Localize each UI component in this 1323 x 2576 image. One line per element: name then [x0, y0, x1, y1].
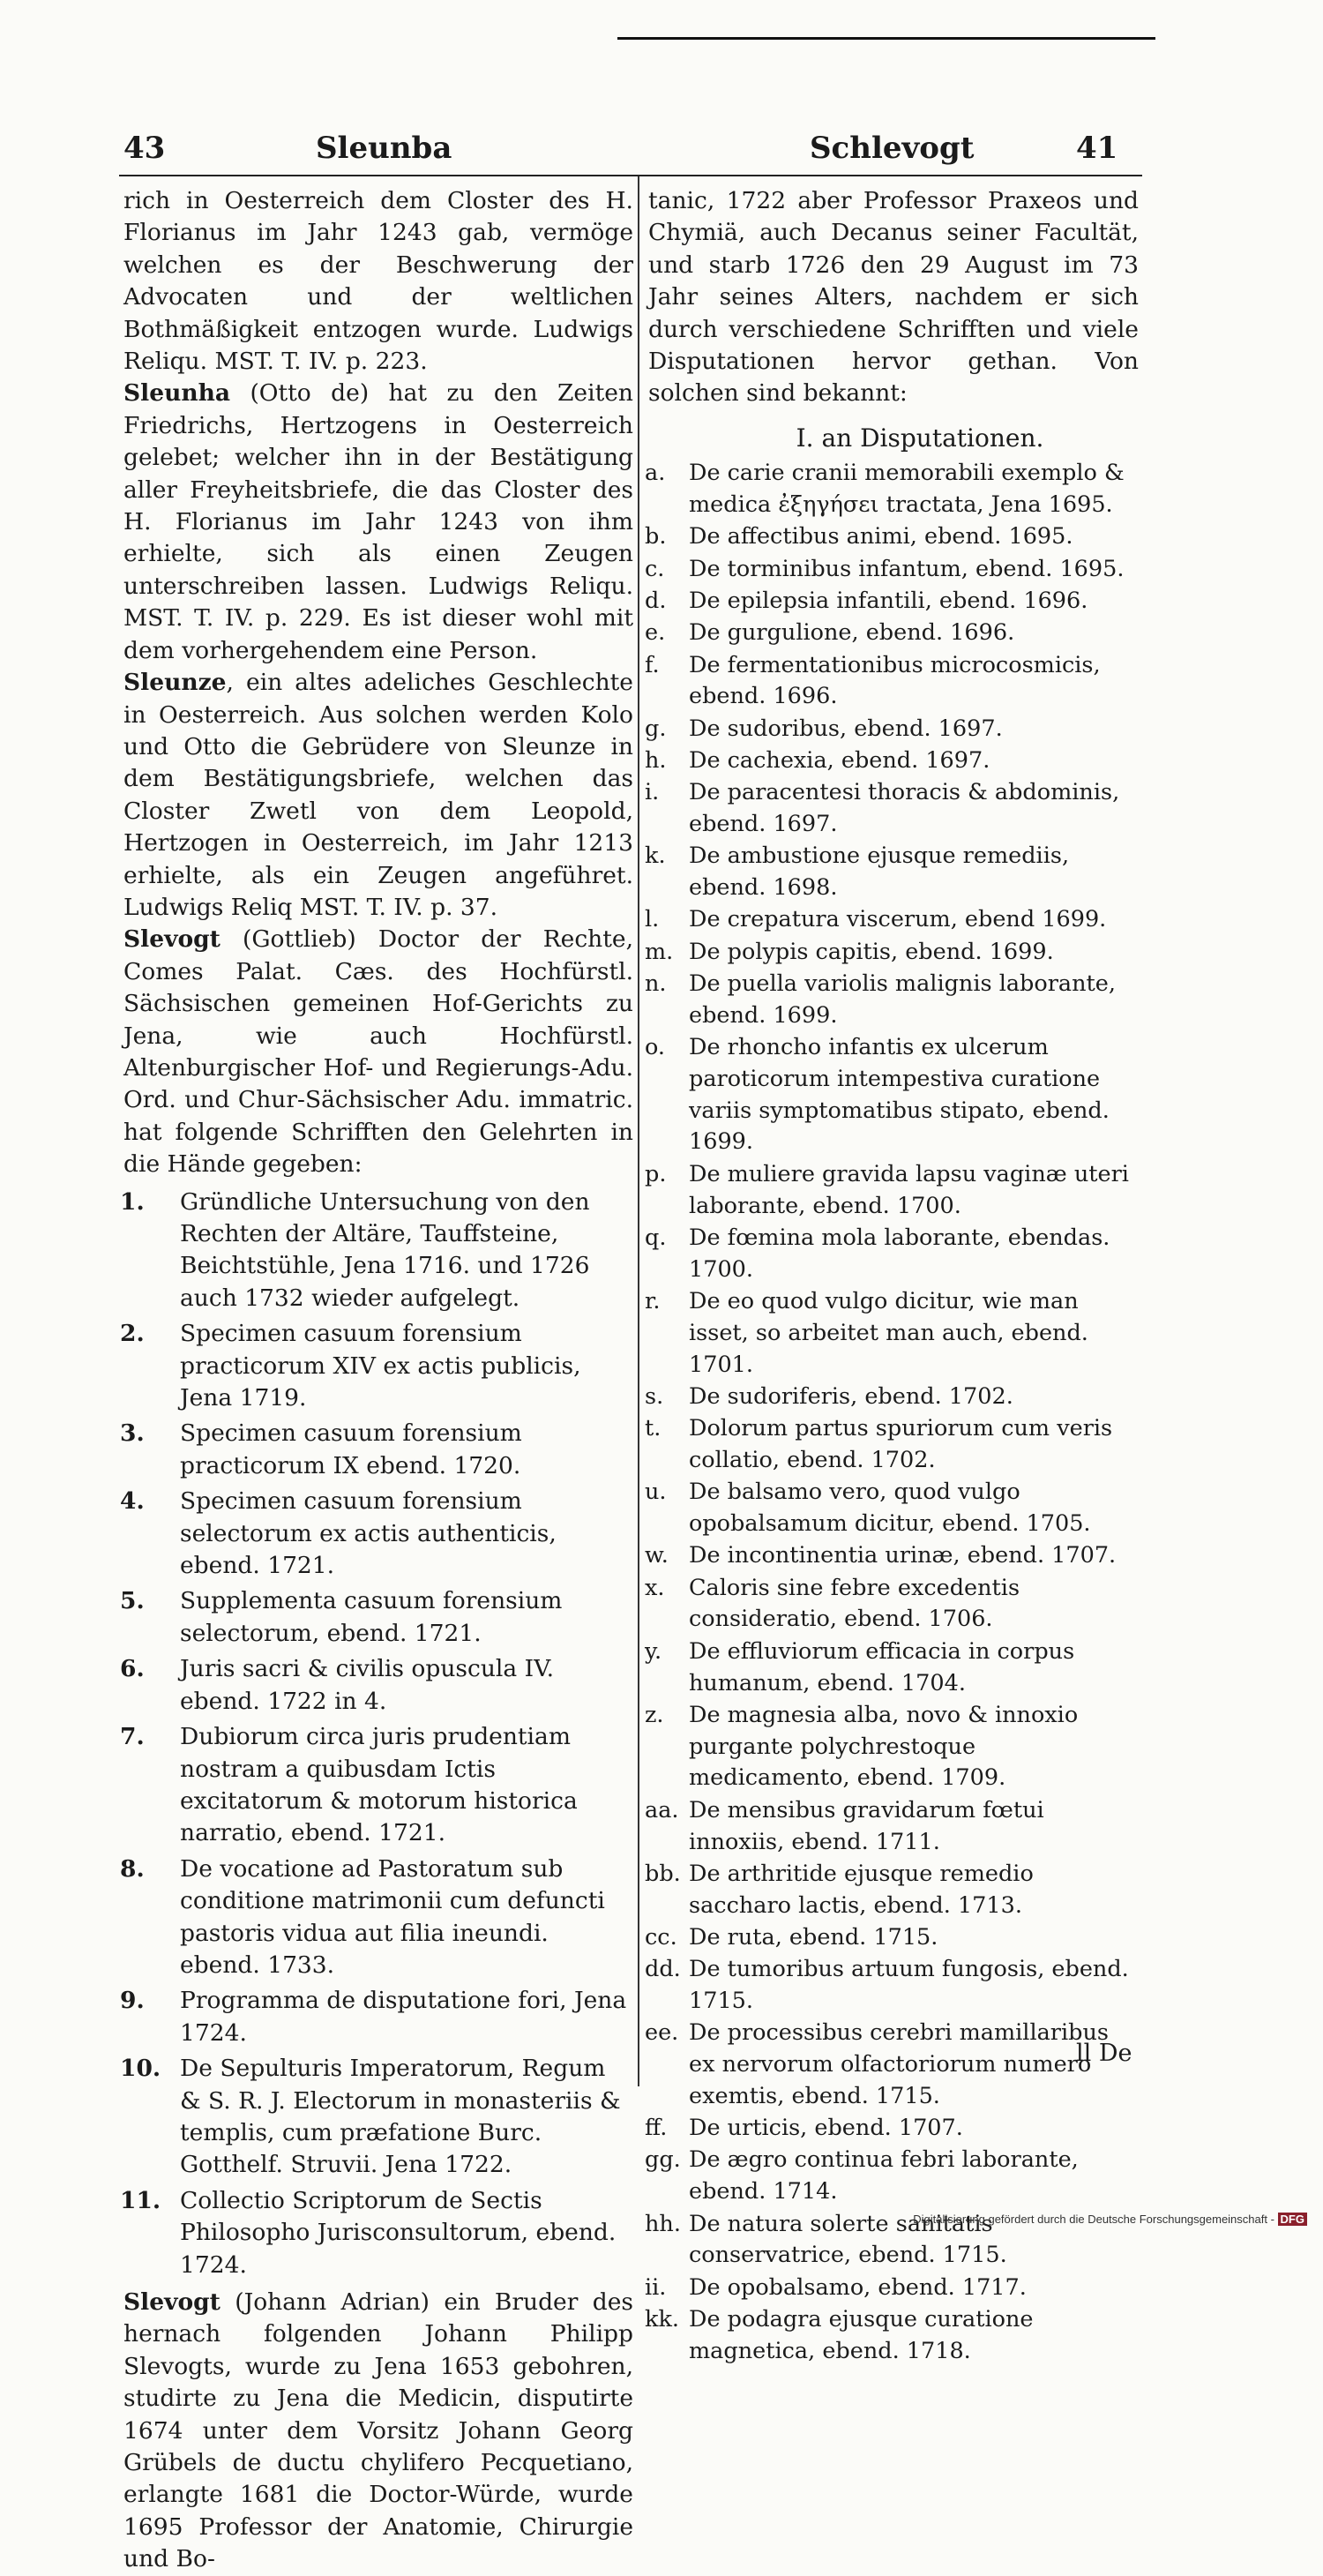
entry-text: (Gottlieb) Doctor der Rechte, Comes Palat. Cæs. des Hochfürstl. Sächsischen gemeinen Hof-Gerichts zu Jena, wie auch Hochfürstl. Altenburgischer Hof- und Regierungs-Adu. Ord. und Chur-Sächsischer Adu. immatric. hat folgende Schrifften den Gelehrten in die Hände gegeben:: [123, 925, 633, 1179]
item-text: De paracentesi thoracis & abdominis, ebend. 1697.: [689, 779, 1120, 838]
section-heading: I. an Disputationen.: [796, 423, 1044, 453]
item-text: Specimen casuum forensium practicorum XIV ex actis publicis, Jena 1719.: [180, 1320, 581, 1412]
list-item: [645, 969, 1139, 1032]
list-item: [645, 2304, 1139, 2368]
item-letter: m.: [645, 938, 674, 965]
list-item: [120, 1653, 633, 1718]
item-letter: t.: [645, 1415, 662, 1442]
list-item: [645, 1477, 1139, 1540]
item-text: De ruta, ebend. 1715.: [689, 1923, 938, 1951]
running-headword-left: Sleunba: [316, 131, 452, 166]
item-letter: dd.: [645, 1956, 681, 1983]
item-text: Gründliche Untersuchung von den Rechten der Altäre, Tauffsteine, Beichtstühle, Jena 1716. und 1726 auch 1732 wieder aufgelegt.: [180, 1187, 590, 1312]
item-letter: e.: [645, 619, 666, 647]
list-item: [645, 1700, 1139, 1794]
item-text: De vocatione ad Pastoratum sub conditione matrimonii cum defuncti pastoris vidua aut filia ineundi. ebend. 1733.: [180, 1854, 605, 1979]
item-letter: u.: [645, 1479, 667, 1506]
item-letter: d.: [645, 587, 667, 614]
item-text: De sudoribus, ebend. 1697.: [689, 715, 1003, 742]
item-number: 10.: [120, 2055, 161, 2083]
item-text: De tumoribus artuum fungosis, ebend. 1715.: [689, 1956, 1129, 2014]
item-letter: hh.: [645, 2210, 681, 2237]
item-text: De Sepulturis Imperatorum, Regum & S. R. J. Electorum in monasteriis & templis, cum præfatione Burc. Gotthelf. Struvii. Jena 1722.: [180, 2055, 621, 2179]
list-item: [120, 1853, 633, 1982]
item-text: Specimen casuum forensium practicorum IX ebend. 1720.: [180, 1419, 522, 1479]
header-rule: [119, 175, 1142, 176]
item-text: De crepatura viscerum, ebend 1699.: [689, 906, 1107, 933]
item-letter: ff.: [645, 2115, 668, 2142]
item-number: 4.: [120, 1487, 145, 1516]
entry-slevogt-johann-adrian: [123, 2287, 633, 2576]
item-letter: s.: [645, 1382, 664, 1410]
list-item: [645, 841, 1139, 904]
entry-sleunze: [123, 667, 633, 924]
list-item: [645, 2113, 1139, 2145]
list-item: [645, 2145, 1139, 2208]
item-letter: o.: [645, 1034, 666, 1061]
list-item: [645, 2273, 1139, 2304]
entry-text: , ein altes adeliches Geschlechte in Oesterreich. Aus solchen werden Kolo und Otto die Gebrüdere von Sleunze in dem Bestätigungsbriefe, welchen das Closter Zwetl von dem Leopold, Hertzogen in Oesterreich, im Jahr 1213 erhielte, als ein Zeugen angeführet. Ludwigs Reliq MST. T. IV. p. 37.: [123, 669, 633, 921]
footer-text: Digitalisierung gefördert durch die Deutsche Forschungsgemeinschaft -: [913, 2213, 1274, 2226]
list-item: [645, 745, 1139, 777]
item-text: De natura solerte sanitatis conservatrice, ebend. 1715.: [689, 2210, 1007, 2269]
list-item: [645, 1636, 1139, 1700]
item-letter: b.: [645, 523, 667, 550]
entry-continuation: tanic, 1722 aber Professor Praxeos und Chymiä, auch Decanus seiner Facultät, und starb 1726 den 29 August im 73 Jahr seines Alters, nachdem er sich durch verschiedene Schrifften und viele Disputationen hervor gethan. Von solchen sind bekannt:: [648, 187, 1139, 408]
item-text: De ambustione ejusque remediis, ebend. 1698.: [689, 842, 1070, 902]
list-item: [645, 904, 1139, 936]
item-text: De mensibus gravidarum fœtui innoxiis, ebend. 1711.: [689, 1796, 1044, 1855]
item-text: De fœmina mola laborante, ebendas. 1700.: [689, 1224, 1110, 1283]
list-item: [645, 458, 1139, 521]
item-text: De arthritide ejusque remedio saccharo lactis, ebend. 1713.: [689, 1860, 1034, 1919]
item-letter: q.: [645, 1224, 667, 1251]
item-text: De eo quod vulgo dicitur, wie man isset, so arbeitet man auch, ebend. 1701.: [689, 1287, 1088, 1378]
item-letter: bb.: [645, 1860, 681, 1887]
item-letter: ee.: [645, 2019, 679, 2047]
page-number-right: 41: [1076, 131, 1118, 166]
item-text: Programma de disputatione fori, Jena 1724.: [180, 1987, 627, 2047]
item-text: Supplementa casuum forensium selectorum, ebend. 1721.: [180, 1587, 563, 1647]
list-item: [645, 1159, 1139, 1223]
digitization-footer: [913, 2213, 1307, 2226]
list-item: [120, 1486, 633, 1582]
item-text: De epilepsia infantili, ebend. 1696.: [689, 587, 1088, 614]
list-item: [645, 1382, 1139, 1413]
item-number: 2.: [120, 1320, 145, 1348]
item-text: Juris sacri & civilis opuscula IV. ebend. 1722 in 4.: [180, 1655, 554, 1715]
list-item: [645, 777, 1139, 841]
entry-text: (Johann Adrian) ein Bruder des hernach folgenden Johann Philipp Slevogts, wurde zu Jena 1653 gebohren, studirte zu Jena die Medicin, disputirte 1674 unter dem Vorsitz Johann Georg Grübels de ductu chylifero Pecquetiano, erlangte 1681 die Doctor-Würde, wurde 1695 Professor der Anatomie, Chirurgie und Bo-: [123, 2288, 633, 2573]
list-item: [645, 1954, 1139, 2018]
item-text: De balsamo vero, quod vulgo opobalsamum dicitur, ebend. 1705.: [689, 1479, 1091, 1538]
list-item: [645, 1795, 1139, 1859]
item-number: 1.: [120, 1187, 145, 1216]
list-item: [645, 1286, 1139, 1381]
item-letter: cc.: [645, 1923, 677, 1951]
item-text: De rhoncho infantis ex ulcerum paroticorum intempestiva curatione variis symptomatibus stipato, ebend. 1699.: [689, 1034, 1110, 1156]
item-letter: f.: [645, 651, 660, 678]
list-item: [120, 2053, 633, 2182]
item-text: De podagra ejusque curatione magnetica, ebend. 1718.: [689, 2305, 1034, 2364]
item-letter: k.: [645, 842, 666, 870]
list-item: [120, 1187, 633, 1315]
item-text: De urticis, ebend. 1707.: [689, 2115, 963, 2142]
item-text: De gurgulione, ebend. 1696.: [689, 619, 1015, 647]
item-text: De affectibus animi, ebend. 1695.: [689, 523, 1073, 550]
item-number: 3.: [120, 1419, 145, 1448]
list-item: [645, 1922, 1139, 1954]
list-item: [645, 937, 1139, 969]
list-item: [120, 1985, 633, 2049]
entry-headword: Slevogt: [123, 2288, 220, 2316]
entry-sleunha: [123, 378, 633, 667]
item-text: De magnesia alba, novo & innoxio purgante polychrestoque medicamento, ebend. 1709.: [689, 1701, 1079, 1792]
item-text: Collectio Scriptorum de Sectis Philosopho Jurisconsultorum, ebend. 1724.: [180, 2186, 617, 2279]
top-border-line: [617, 37, 1155, 40]
entry-text: (Otto de) hat zu den Zeiten Friedrichs, Hertzogens in Oesterreich gelebet; welcher ihn in der Bestätigung aller Freyheitsbriefe, die das Closter des H. Florianus im Jahr 1243 von ihm erhielte, sich als einen Zeugen unterschreiben lassen. Ludwigs Reliqu. MST. T. IV. p. 229. Es ist dieser wohl mit dem vorhergehendem eine Person.: [123, 379, 633, 664]
item-letter: l.: [645, 906, 660, 933]
item-text: Dolorum partus spuriorum cum veris collatio, ebend. 1702.: [689, 1415, 1113, 1473]
list-item: [645, 714, 1139, 745]
item-letter: y.: [645, 1637, 662, 1665]
item-letter: n.: [645, 970, 667, 997]
list-item: [645, 586, 1139, 618]
item-text: De processibus cerebri mamillaribus ex nervorum olfactoriorum numero exemtis, ebend. 1715.: [689, 2019, 1109, 2109]
item-letter: kk.: [645, 2305, 680, 2333]
list-item: [645, 1573, 1139, 1636]
list-item: [120, 1585, 633, 1650]
item-number: 5.: [120, 1587, 145, 1615]
item-text: Specimen casuum forensium selectorum ex actis authenticis, ebend. 1721.: [180, 1487, 557, 1580]
list-item: [120, 1318, 633, 1414]
item-text: De muliere gravida lapsu vaginæ uteri laborante, ebend. 1700.: [689, 1160, 1129, 1219]
item-letter: a.: [645, 460, 666, 487]
item-text: De effluviorum efficacia in corpus humanum, ebend. 1704.: [689, 1637, 1075, 1696]
entry-slevogt-gottlieb: [123, 924, 633, 1180]
list-item: [645, 618, 1139, 649]
page-number-left: 43: [123, 131, 166, 166]
item-number: 8.: [120, 1854, 145, 1883]
item-letter: aa.: [645, 1796, 679, 1823]
works-list: [120, 1187, 633, 2281]
entry-headword: Sleunze: [123, 669, 227, 697]
item-letter: r.: [645, 1287, 661, 1314]
catchword: ll De: [1076, 2040, 1132, 2067]
running-headword-right: Schlevogt: [810, 131, 975, 166]
item-letter: gg.: [645, 2146, 681, 2174]
item-text: De incontinentia urinæ, ebend. 1707.: [689, 1542, 1117, 1569]
item-number: 6.: [120, 1655, 145, 1683]
list-item: [645, 1223, 1139, 1286]
item-number: 9.: [120, 1987, 145, 2015]
list-item: [645, 1859, 1139, 1922]
item-letter: x.: [645, 1574, 665, 1601]
dfg-logo: DFG: [1278, 2213, 1307, 2226]
list-item: [645, 1540, 1139, 1572]
item-text: De sudoriferis, ebend. 1702.: [689, 1382, 1013, 1410]
entry-continuation: rich in Oesterreich dem Closter des H. Florianus im Jahr 1243 gab, vermöge welchen es der Beschwerung der Advocaten und der weltlichen Bothmäßigkeit entzogen wurde. Ludwigs Reliqu. MST. T. IV. p. 223.: [123, 187, 633, 376]
column-divider: [638, 176, 639, 2086]
item-text: De fermentationibus microcosmicis, ebend. 1696.: [689, 651, 1101, 710]
item-number: 7.: [120, 1723, 145, 1751]
item-letter: g.: [645, 715, 667, 742]
list-item: [120, 2185, 633, 2281]
item-text: De polypis capitis, ebend. 1699.: [689, 938, 1054, 965]
list-item: [645, 521, 1139, 553]
list-item: [645, 1032, 1139, 1158]
item-text: De torminibus infantum, ebend. 1695.: [689, 555, 1125, 582]
item-letter: ii.: [645, 2273, 667, 2301]
right-column: [645, 185, 1139, 2368]
item-letter: w.: [645, 1542, 669, 1569]
item-letter: i.: [645, 779, 660, 806]
entry-headword: Sleunha: [123, 379, 231, 408]
item-text: De cachexia, ebend. 1697.: [689, 746, 990, 774]
disputations-list: [645, 458, 1139, 2367]
list-item: [120, 1418, 633, 1482]
entry-headword: Slevogt: [123, 925, 220, 954]
item-letter: h.: [645, 746, 667, 774]
item-text: De opobalsamo, ebend. 1717.: [689, 2273, 1027, 2301]
item-letter: p.: [645, 1160, 667, 1187]
list-item: [645, 1413, 1139, 1477]
item-text: De ægro continua febri laborante, ebend. 1714.: [689, 2146, 1079, 2205]
item-letter: c.: [645, 555, 665, 582]
item-letter: z.: [645, 1701, 664, 1728]
item-text: Caloris sine febre excedentis consideratio, ebend. 1706.: [689, 1574, 1020, 1633]
left-column: [120, 185, 633, 2576]
item-number: 11.: [120, 2186, 161, 2214]
list-item: [120, 1721, 633, 1850]
item-text: Dubiorum circa juris prudentiam nostram a quibusdam Ictis excitatorum & motorum historica narratio, ebend. 1721.: [180, 1723, 578, 1847]
list-item: [645, 554, 1139, 586]
list-item: [645, 650, 1139, 714]
item-text: De carie cranii memorabili exemplo & medica ἐξηγήσει tractata, Jena 1695.: [689, 460, 1125, 519]
list-item: [645, 2018, 1139, 2112]
item-text: De puella variolis malignis laborante, ebend. 1699.: [689, 970, 1116, 1029]
